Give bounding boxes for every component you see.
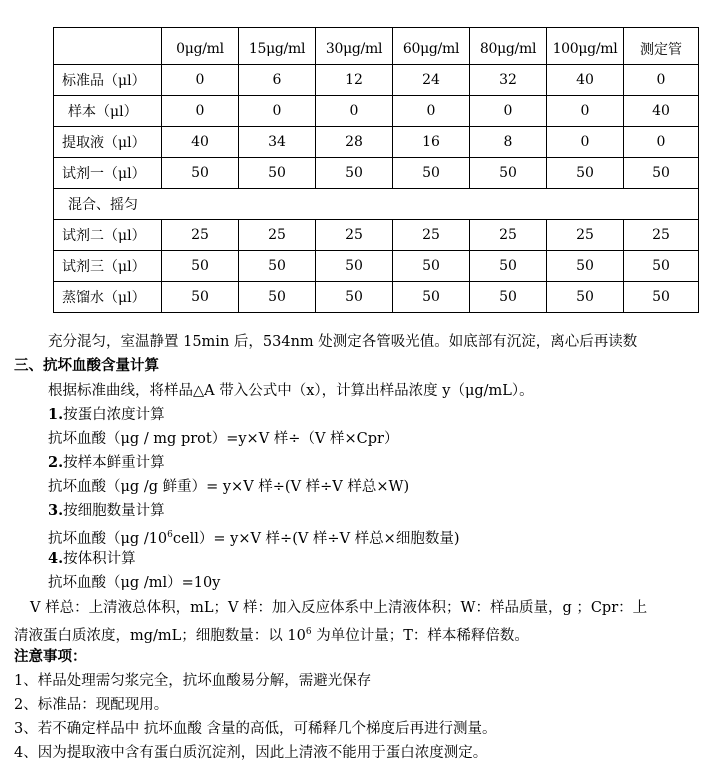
table-cell: 40 <box>624 96 699 127</box>
header-cell <box>54 28 162 65</box>
table-cell: 0 <box>547 96 624 127</box>
table-cell: 0 <box>547 127 624 158</box>
table-cell: 16 <box>393 127 470 158</box>
row-label: 混合、摇匀 <box>54 189 162 220</box>
header-cell: 100μg/ml <box>547 28 624 65</box>
header-cell: 0μg/ml <box>162 28 239 65</box>
table-cell: 50 <box>470 251 547 282</box>
table-cell: 50 <box>624 158 699 189</box>
table-row <box>54 65 699 96</box>
note-item: 4、因为提取液中含有蛋白质沉淀剂，因此上清液不能用于蛋白浓度测定。 <box>14 745 488 761</box>
section-heading: 三、抗坏血酸含量计算 <box>14 358 159 374</box>
table-cell: 24 <box>393 65 470 96</box>
row-label: 标准品（μl） <box>54 65 162 96</box>
table-cell: 6 <box>239 65 316 96</box>
row-label: 试剂一（μl） <box>54 158 162 189</box>
table-cell: 50 <box>316 158 393 189</box>
table-cell: 0 <box>624 127 699 158</box>
table-cell: 50 <box>393 158 470 189</box>
method-title-text: 按蛋白浓度计算 <box>63 407 165 423</box>
note-item: 2、标准品：现配现用。 <box>14 697 169 713</box>
header-cell: 15μg/ml <box>239 28 316 65</box>
table-cell: 50 <box>393 282 470 313</box>
table-cell: 0 <box>470 96 547 127</box>
table-cell-empty <box>162 189 699 220</box>
table-cell: 50 <box>470 158 547 189</box>
intro-paragraph: 根据标准曲线，将样品△A 带入公式中（x），计算出样品浓度 y（μg/mL）。 <box>48 383 534 399</box>
table-cell: 8 <box>470 127 547 158</box>
table-cell: 40 <box>162 127 239 158</box>
measurement-instruction: 充分混匀，室温静置 15min 后，534nm 处测定各管吸光值。如底部有沉淀，离心后再读数 <box>48 334 638 350</box>
table-cell: 50 <box>162 282 239 313</box>
table-cell: 0 <box>162 96 239 127</box>
table-cell: 50 <box>624 282 699 313</box>
table-cell: 50 <box>162 251 239 282</box>
table-cell: 0 <box>393 96 470 127</box>
table-cell: 0 <box>316 96 393 127</box>
notes-heading: 注意事项： <box>14 649 87 665</box>
header-cell: 30μg/ml <box>316 28 393 65</box>
table-cell: 0 <box>239 96 316 127</box>
method-number: 1. <box>48 406 64 423</box>
method-4-title <box>48 549 136 569</box>
formula-fresh-weight: 抗坏血酸（μg /g 鲜重）= y×V 样÷(V 样÷V 样总×W) <box>48 479 410 495</box>
table-cell: 25 <box>393 220 470 251</box>
method-number: 4. <box>48 550 64 567</box>
formula-protein: 抗坏血酸（μg / mg prot）=y×V 样÷（V 样×Cpr） <box>48 431 399 447</box>
table-cell: 25 <box>316 220 393 251</box>
superscript: 6 <box>167 530 173 540</box>
variable-definitions-line2 <box>14 622 529 646</box>
table-header-row <box>54 28 699 65</box>
table-cell: 34 <box>239 127 316 158</box>
table-row-mix <box>54 189 699 220</box>
row-label: 试剂三（μl） <box>54 251 162 282</box>
reagent-table <box>53 27 699 313</box>
method-2-title <box>48 453 165 473</box>
table-cell: 40 <box>547 65 624 96</box>
method-number: 2. <box>48 454 64 471</box>
formula-part: cell）= y×V 样÷(V 样÷V 样总×细胞数量) <box>172 530 460 547</box>
table-row <box>54 251 699 282</box>
formula-cell-count <box>48 525 459 549</box>
method-3-title <box>48 501 165 521</box>
table-cell: 0 <box>162 65 239 96</box>
table-cell: 25 <box>624 220 699 251</box>
table-cell: 50 <box>547 158 624 189</box>
definition-part: 清液蛋白质浓度，mg/mL；细胞数量：以 10 <box>14 627 306 644</box>
table-cell: 0 <box>624 65 699 96</box>
method-title-text: 按体积计算 <box>63 551 136 567</box>
method-title-text: 按样本鲜重计算 <box>63 455 165 471</box>
table-row <box>54 127 699 158</box>
table-row <box>54 220 699 251</box>
table-cell: 50 <box>316 282 393 313</box>
table-cell: 32 <box>470 65 547 96</box>
table-cell: 50 <box>316 251 393 282</box>
formula-part: 抗坏血酸（μg /10 <box>48 530 168 547</box>
note-item: 3、若不确定样品中 抗坏血酸 含量的高低，可稀释几个梯度后再进行测量。 <box>14 721 497 737</box>
header-cell: 测定管 <box>624 28 699 65</box>
table-cell: 50 <box>239 158 316 189</box>
row-label: 提取液（μl） <box>54 127 162 158</box>
row-label: 样本（μl） <box>54 96 162 127</box>
row-label: 蒸馏水（μl） <box>54 282 162 313</box>
table-cell: 50 <box>162 158 239 189</box>
table-cell: 12 <box>316 65 393 96</box>
row-label: 试剂二（μl） <box>54 220 162 251</box>
method-1-title <box>48 405 165 425</box>
table-cell: 28 <box>316 127 393 158</box>
definition-part: 为单位计量；T：样本稀释倍数。 <box>311 627 529 644</box>
table-row <box>54 158 699 189</box>
note-item: 1、样品处理需匀浆完全，抗坏血酸易分解，需避光保存 <box>14 673 372 689</box>
table-row <box>54 96 699 127</box>
table-cell: 50 <box>393 251 470 282</box>
table-cell: 25 <box>162 220 239 251</box>
table-cell: 50 <box>547 251 624 282</box>
method-title-text: 按细胞数量计算 <box>63 503 165 519</box>
superscript: 6 <box>305 627 312 637</box>
table-cell: 50 <box>239 251 316 282</box>
table-cell: 25 <box>547 220 624 251</box>
table-cell: 25 <box>239 220 316 251</box>
header-cell: 80μg/ml <box>470 28 547 65</box>
table-cell: 50 <box>547 282 624 313</box>
formula-volume: 抗坏血酸（μg /ml）=10y <box>48 575 221 591</box>
variable-definitions-line1: V 样总：上清液总体积，mL；V 样：加入反应体系中上清液体积；W：样品质量，g ；Cpr：上 <box>30 600 648 616</box>
method-number: 3. <box>48 502 64 519</box>
table-cell: 50 <box>239 282 316 313</box>
table-cell: 50 <box>470 282 547 313</box>
table-row <box>54 282 699 313</box>
header-cell: 60μg/ml <box>393 28 470 65</box>
table-cell: 50 <box>624 251 699 282</box>
table-cell: 25 <box>470 220 547 251</box>
